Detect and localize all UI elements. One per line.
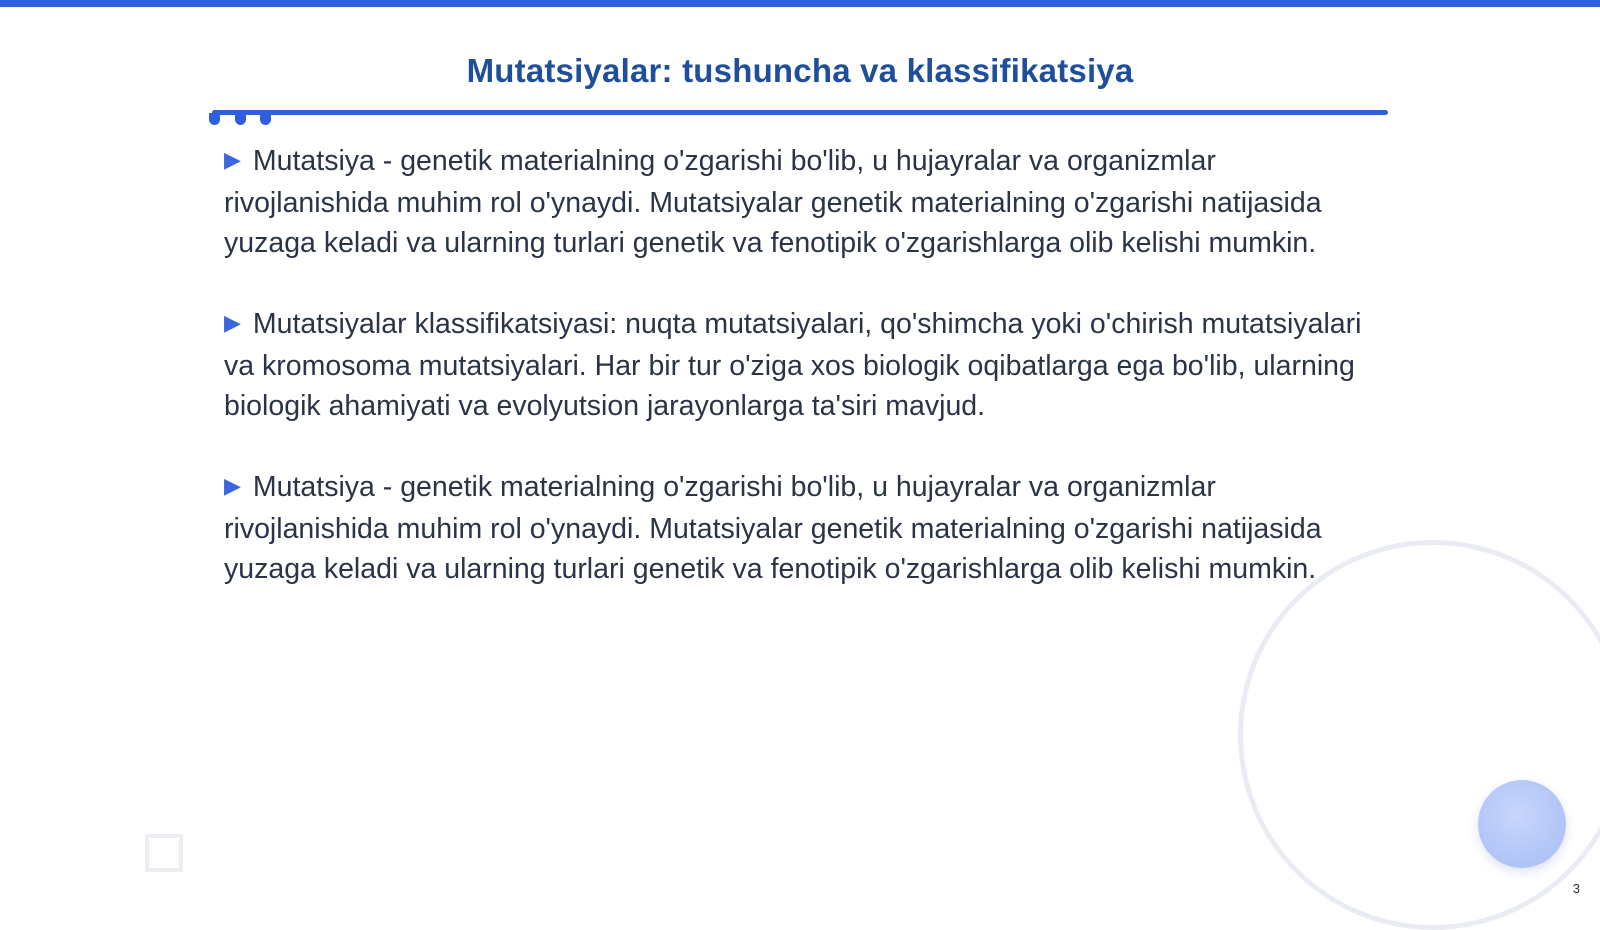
title-underline-dot xyxy=(260,113,271,125)
triangle-bullet-icon: ▶ xyxy=(224,147,241,172)
slide-content xyxy=(224,141,1374,630)
title-underline-dot xyxy=(235,113,246,125)
bullet-text: Mutatsiya - genetik materialning o'zgarishi bo'lib, u hujayralar va organizmlar rivojlanishida muhim rol o'ynaydi. Mutatsiyalar genetik materialning o'zgarishi natijasida yuzaga keladi va ularning turlari genetik va fenotipik o'zgarishlarga olib kelishi mumkin. xyxy=(224,471,1322,585)
triangle-bullet-icon: ▶ xyxy=(224,310,241,335)
decorative-circle xyxy=(1478,780,1566,868)
title-underline-dot xyxy=(209,113,220,125)
triangle-bullet-icon: ▶ xyxy=(224,473,241,498)
bullet-text: Mutatsiyalar klassifikatsiyasi: nuqta mutatsiyalari, qo'shimcha yoki o'chirish mutatsiyalari va kromosoma mutatsiyalari. Har bir tur o'ziga xos biologik oqibatlarga ega bo'lib, ularning biologik ahamiyati va evolyutsion jarayonlarga ta'siri mavjud. xyxy=(224,308,1362,422)
bullet-item xyxy=(224,304,1374,426)
page-number: 3 xyxy=(1572,881,1580,896)
decorative-ring xyxy=(1238,540,1600,930)
title-underline xyxy=(212,110,1388,115)
bullet-text: Mutatsiya - genetik materialning o'zgarishi bo'lib, u hujayralar va organizmlar rivojlanishida muhim rol o'ynaydi. Mutatsiyalar genetik materialning o'zgarishi natijasida yuzaga keladi va ularning turlari genetik va fenotipik o'zgarishlarga olib kelishi mumkin. xyxy=(224,145,1322,259)
bullet-item xyxy=(224,467,1374,589)
decorative-square xyxy=(145,834,183,872)
slide-title: Mutatsiyalar: tushuncha va klassifikatsiya xyxy=(466,52,1134,89)
top-accent-bar xyxy=(0,0,1600,7)
bullet-item xyxy=(224,141,1374,263)
